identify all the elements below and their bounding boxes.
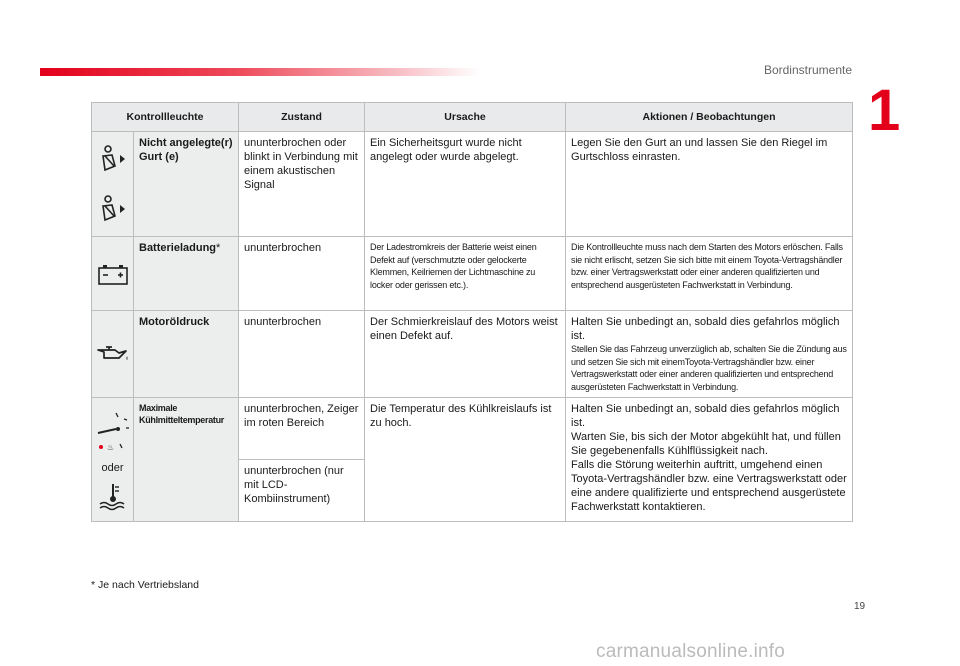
icon-cell bbox=[92, 237, 134, 311]
zustand-cell: ununterbrochen (nur mit LCD-Kombiinstrument) bbox=[239, 460, 365, 522]
icon-cell bbox=[92, 132, 134, 237]
ursache-cell: Die Temperatur des Kühlkreislaufs ist zu hoch. bbox=[365, 398, 566, 522]
zustand-cell: ununterbrochen bbox=[239, 237, 365, 311]
column-header: Aktionen / Beobachtungen bbox=[566, 103, 853, 132]
oder-label: oder bbox=[101, 461, 124, 474]
ursache-cell: Der Schmierkreislauf des Motors weist einen Defekt auf. bbox=[365, 311, 566, 398]
table-header-row bbox=[92, 103, 853, 132]
light-name bbox=[134, 237, 239, 311]
light-name: Maximale Kühlmitteltemperatur bbox=[134, 398, 239, 522]
table-row bbox=[92, 132, 853, 237]
aktion-cell bbox=[566, 398, 853, 522]
seatbelt-warning-icon bbox=[96, 144, 130, 174]
aktion-cell: Legen Sie den Gurt an und lassen Sie den Riegel im Gurtschloss einrasten. bbox=[566, 132, 853, 237]
zustand-cell: ununterbrochen, Zeiger im roten Bereich bbox=[239, 398, 365, 460]
battery-icon bbox=[96, 262, 130, 286]
seatbelt-warning-icon bbox=[96, 194, 130, 224]
aktion-line: Falls die Störung weiterhin auftritt, umgehend einen Toyota-Vertragshändler bzw. eine Vertragswerkstatt oder eine andere qualifizierte und entsprechend ausgerüstete Fachwerkstatt kontaktieren. bbox=[571, 459, 847, 513]
table-row bbox=[92, 311, 853, 398]
warning-lights-table bbox=[91, 102, 853, 522]
footnote-marker: * bbox=[216, 242, 221, 254]
chapter-number: 1 bbox=[868, 78, 901, 143]
column-header: Zustand bbox=[239, 103, 365, 132]
svg-text:♨: ♨ bbox=[107, 442, 115, 452]
watermark: carmanualsonline.info bbox=[596, 641, 786, 662]
table-row bbox=[92, 237, 853, 311]
icon-cell bbox=[92, 398, 134, 522]
zustand-cell: ununterbrochen bbox=[239, 311, 365, 398]
oil-can-icon bbox=[95, 343, 131, 365]
header-accent-bar bbox=[40, 68, 480, 76]
section-title: Bordinstrumente bbox=[763, 63, 852, 77]
icon-cell bbox=[92, 311, 134, 398]
column-header: Ursache bbox=[365, 103, 566, 132]
aktion-main: Halten Sie unbedingt an, sobald dies gefahrlos möglich ist. bbox=[571, 316, 840, 342]
page-number: 19 bbox=[854, 601, 866, 612]
table-row bbox=[92, 398, 853, 460]
coolant-temperature-icon bbox=[96, 481, 130, 511]
temperature-gauge-icon bbox=[94, 409, 132, 455]
zustand-cell: ununterbrochen oder blinkt in Verbindung mit einem akustischen Signal bbox=[239, 132, 365, 237]
aktion-line: Warten Sie, bis sich der Motor abgekühlt hat, und füllen Sie gegebenenfalls Kühlflüssigkeit nach. bbox=[571, 431, 841, 457]
light-name-text: Batterieladung bbox=[139, 242, 217, 254]
light-name: Nicht angelegte(r) Gurt (e) bbox=[134, 132, 239, 237]
aktion-cell bbox=[566, 311, 853, 398]
light-name: Motoröldruck bbox=[134, 311, 239, 398]
ursache-cell: Ein Sicherheitsgurt wurde nicht angelegt oder wurde abgelegt. bbox=[365, 132, 566, 237]
aktion-cell: Die Kontrollleuchte muss nach dem Starten des Motors erlöschen. Falls sie nicht erlischt, setzen Sie sich bitte mit einem Toyota-Vertragshändler bzw. einer Vertragswerkstatt oder einer anderen qualifizierten und entsprechend ausgerüsteten Fachwerkstatt in Verbindung. bbox=[566, 237, 853, 311]
aktion-detail: Stellen Sie das Fahrzeug unverzüglich ab, schalten Sie die Zündung aus und setzen Sie sich mit einemToyota-Vertragshändler bzw. einer Vertragswerkstatt oder einer anderen qualifizierten und entsprechend ausgerüsteten Fachwerkstatt in Verbindung. bbox=[571, 344, 847, 392]
column-header: Kontrollleuchte bbox=[92, 103, 239, 132]
aktion-line: Halten Sie unbedingt an, sobald dies gefahrlos möglich ist. bbox=[571, 403, 840, 429]
footnote: * Je nach Vertriebsland bbox=[91, 579, 199, 591]
ursache-cell: Der Ladestromkreis der Batterie weist einen Defekt auf (verschmutzte oder gelockerte Klemmen, Keilriemen der Lichtmaschine zu locker oder gerissen etc.). bbox=[365, 237, 566, 311]
